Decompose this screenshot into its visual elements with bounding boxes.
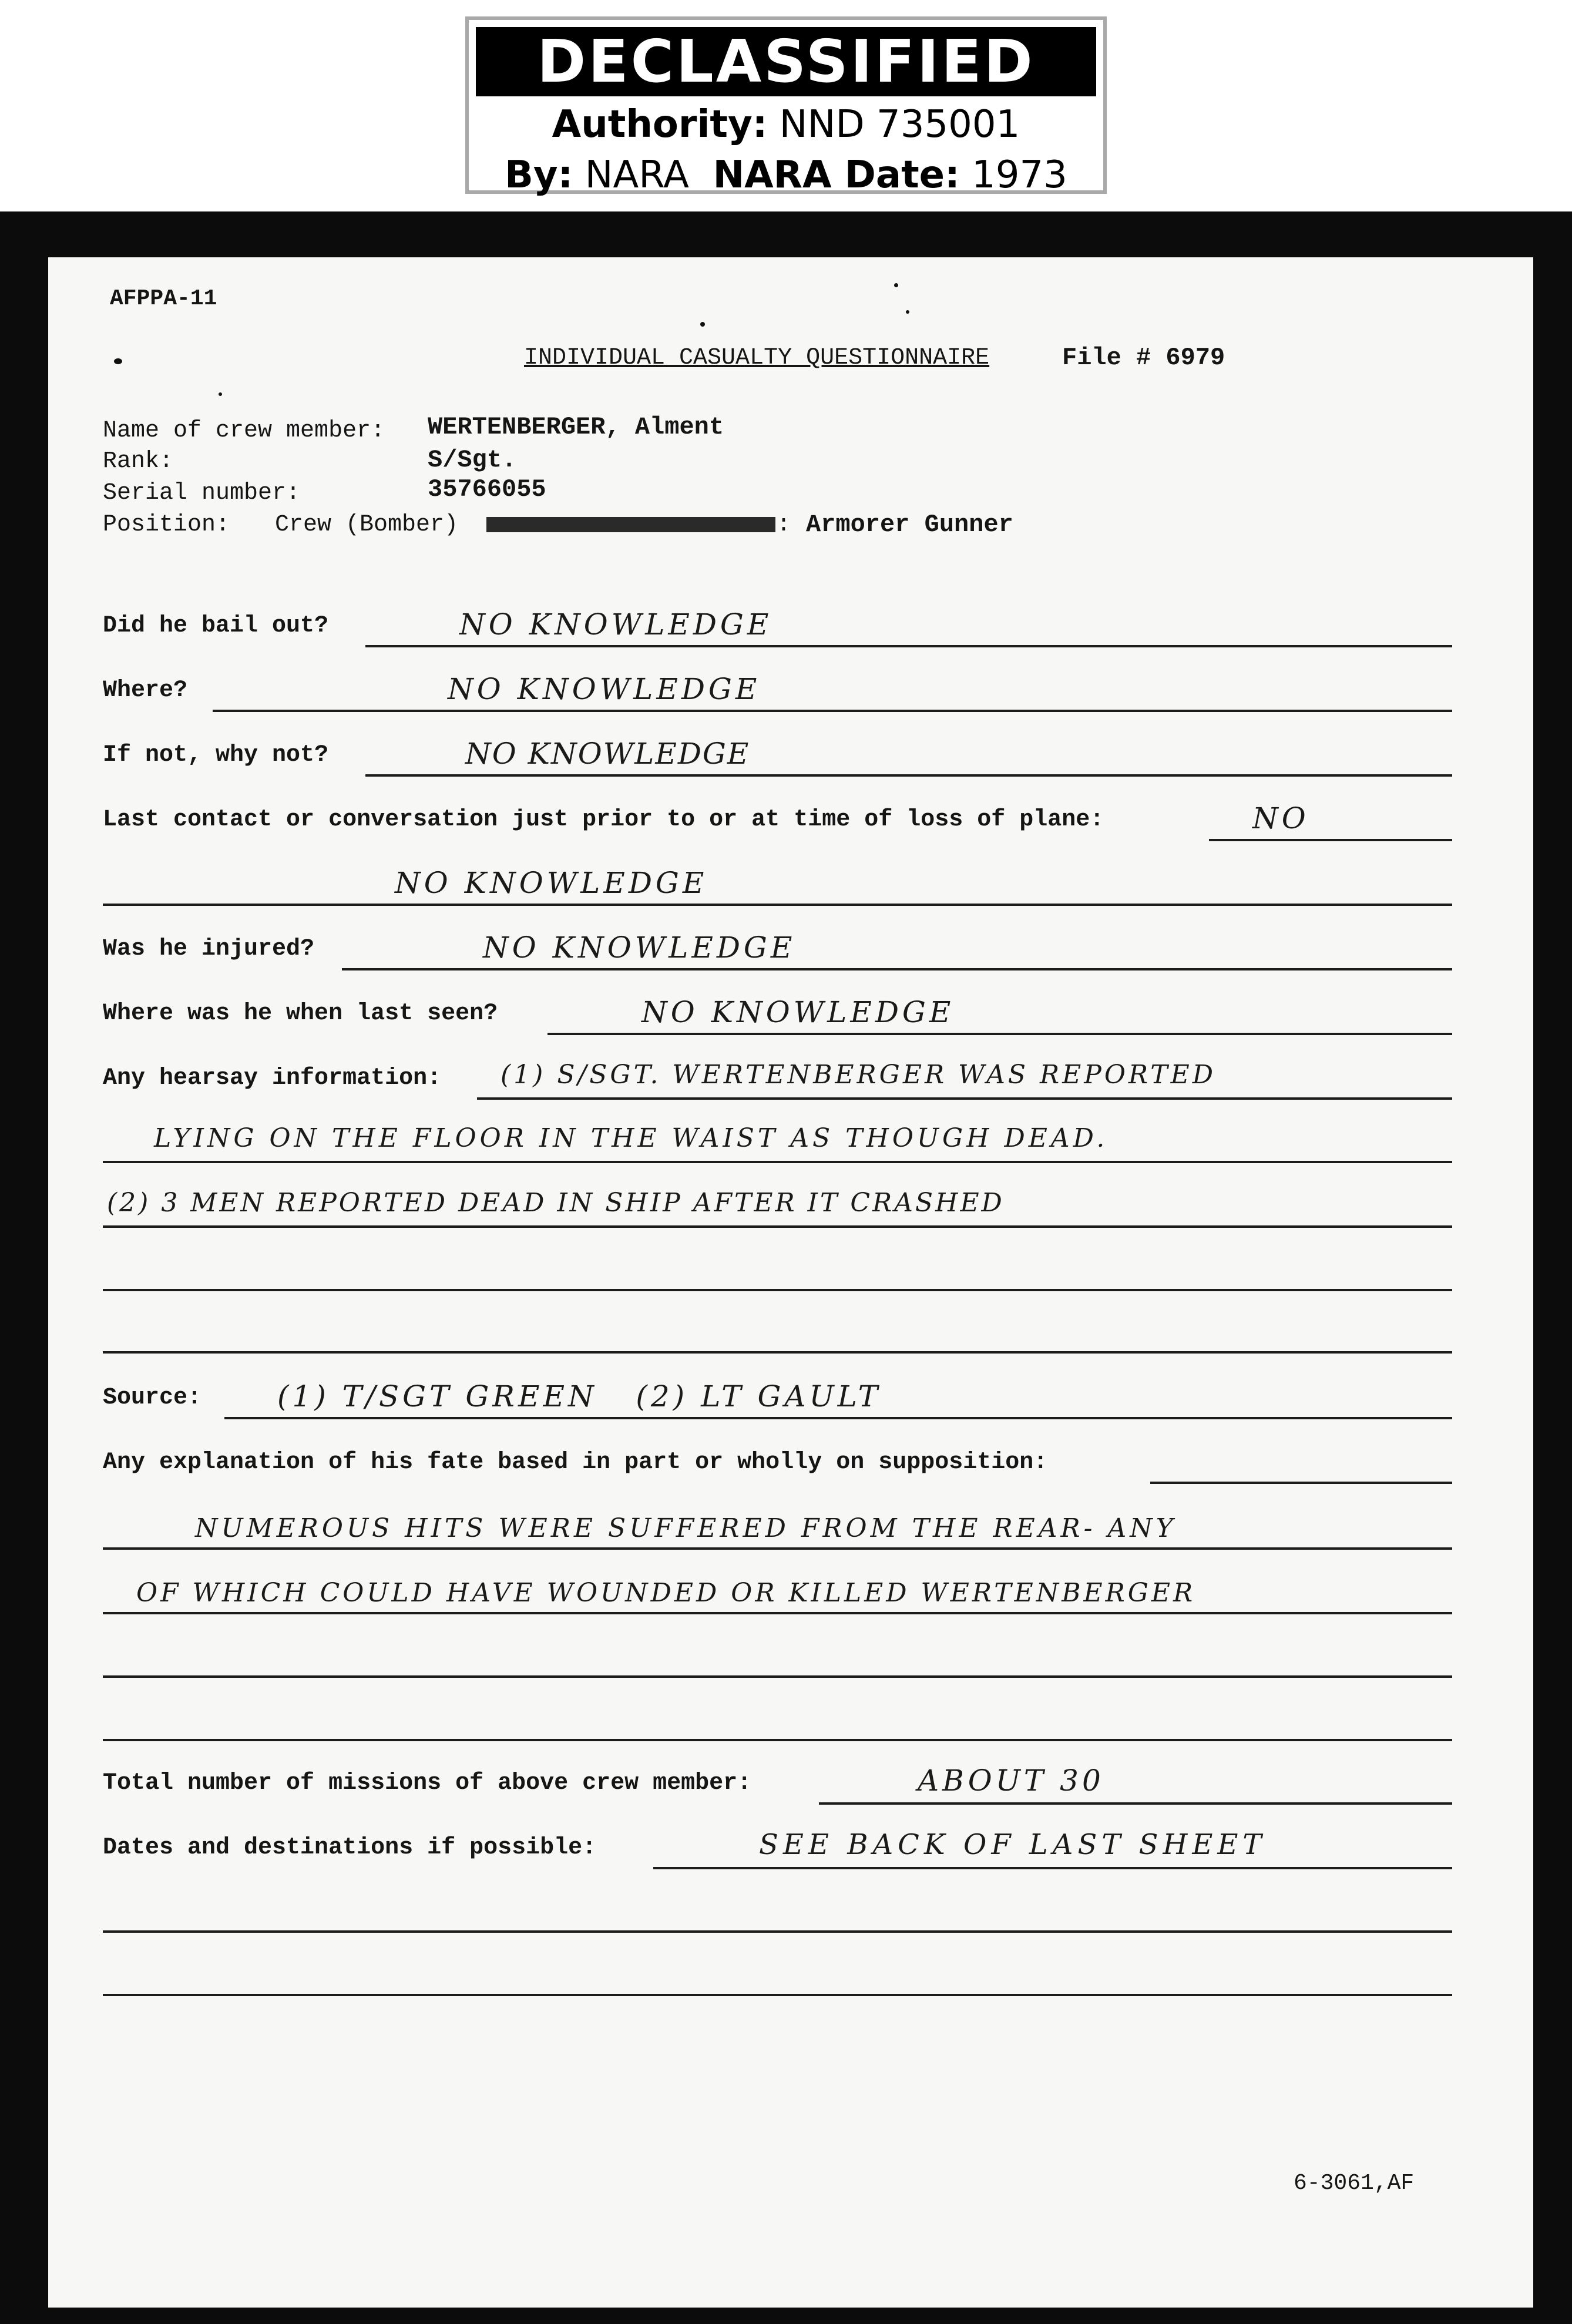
q-dates: Dates and destinations if possible: (103, 1835, 597, 1861)
answer-line (103, 1994, 1452, 1996)
file-number: File # 6979 (1062, 344, 1225, 372)
redacted-text (486, 517, 775, 532)
form-title: INDIVIDUAL CASUALTY QUESTIONNAIRE (524, 345, 990, 371)
answer-line (547, 1033, 1452, 1035)
answer-line (103, 1351, 1452, 1354)
answer-line (103, 1739, 1452, 1741)
q-last-seen: Where was he when last seen? (103, 1000, 498, 1027)
name-value: WERTENBERGER, Alment (428, 413, 724, 441)
position-value: Armorer Gunner (806, 511, 1013, 539)
stamp-by-date: By: NARA NARA Date: 1973 (505, 153, 1067, 197)
a-last-contact-1: NO (1252, 801, 1309, 835)
answer-line (224, 1417, 1452, 1419)
q-explanation: Any explanation of his fate based in part or wholly on supposition: (103, 1449, 1048, 1476)
answer-line (103, 1612, 1452, 1614)
answer-line (342, 968, 1452, 970)
position-crew: Crew (Bomber) (275, 512, 459, 538)
a-missions: ABOUT 30 (918, 1764, 1104, 1798)
answer-line (103, 1225, 1452, 1228)
answer-line (365, 774, 1452, 777)
a-hearsay-3: (2) 3 MEN REPORTED DEAD IN SHIP AFTER IT CRASHED (107, 1188, 1005, 1218)
a-explanation-1: NUMEROUS HITS WERE SUFFERED FROM THE REAR- ANY (195, 1513, 1177, 1543)
answer-line (103, 1547, 1452, 1550)
a-bail-out: NO KNOWLEDGE (459, 607, 772, 642)
a-injured: NO KNOWLEDGE (483, 931, 796, 965)
form-id: AFPPA-11 (110, 286, 217, 311)
a-last-seen: NO KNOWLEDGE (641, 995, 955, 1029)
q-last-contact: Last contact or conversation just prior to or at time of loss of plane: (103, 807, 1104, 833)
questionnaire-sheet (48, 257, 1533, 2308)
answer-line (103, 1675, 1452, 1678)
answer-line (365, 645, 1452, 647)
stamp-title: DECLASSIFIED (476, 27, 1096, 96)
answer-line (819, 1802, 1452, 1805)
serial-label: Serial number: (103, 480, 301, 506)
answer-line (1209, 839, 1452, 841)
a-source: (1) T/SGT GREEN (2) LT GAULT (277, 1379, 882, 1413)
q-if-not: If not, why not? (103, 742, 329, 768)
answer-line (477, 1097, 1452, 1100)
a-dates: SEE BACK OF LAST SHEET (759, 1828, 1267, 1861)
name-label: Name of crew member: (103, 418, 385, 444)
stamp-authority: Authority: NND 735001 (552, 103, 1020, 146)
rank-value: S/Sgt. (428, 446, 517, 474)
q-bail-out: Did he bail out? (103, 613, 329, 639)
declassified-stamp (465, 16, 1107, 197)
q-injured: Was he injured? (103, 936, 315, 962)
a-hearsay-1: (1) S/SGT. WERTENBERGER WAS REPORTED (501, 1060, 1217, 1090)
q-where: Where? (103, 677, 188, 704)
answer-line (653, 1867, 1452, 1869)
answer-line (103, 1930, 1452, 1933)
answer-line (213, 710, 1452, 712)
answer-line (103, 1289, 1452, 1291)
a-if-not: NO KNOWLEDGE (465, 737, 750, 771)
serial-value: 35766055 (428, 475, 546, 503)
rank-label: Rank: (103, 448, 174, 475)
position-close: : (777, 512, 791, 538)
position-label: Position: (103, 512, 230, 538)
q-source: Source: (103, 1385, 202, 1411)
answer-line (103, 904, 1452, 906)
a-explanation-2: OF WHICH COULD HAVE WOUNDED OR KILLED WERTENBERGER (136, 1578, 1196, 1608)
answer-line (1150, 1482, 1452, 1484)
answer-line (103, 1161, 1452, 1163)
a-last-contact-2: NO KNOWLEDGE (395, 866, 708, 900)
a-where: NO KNOWLEDGE (448, 672, 761, 706)
a-hearsay-2: LYING ON THE FLOOR IN THE WAIST AS THOUGH DEAD. (154, 1123, 1109, 1153)
q-hearsay: Any hearsay information: (103, 1065, 442, 1092)
q-missions: Total number of missions of above crew member: (103, 1770, 752, 1796)
footer-code: 6-3061,AF (1294, 2171, 1415, 2196)
